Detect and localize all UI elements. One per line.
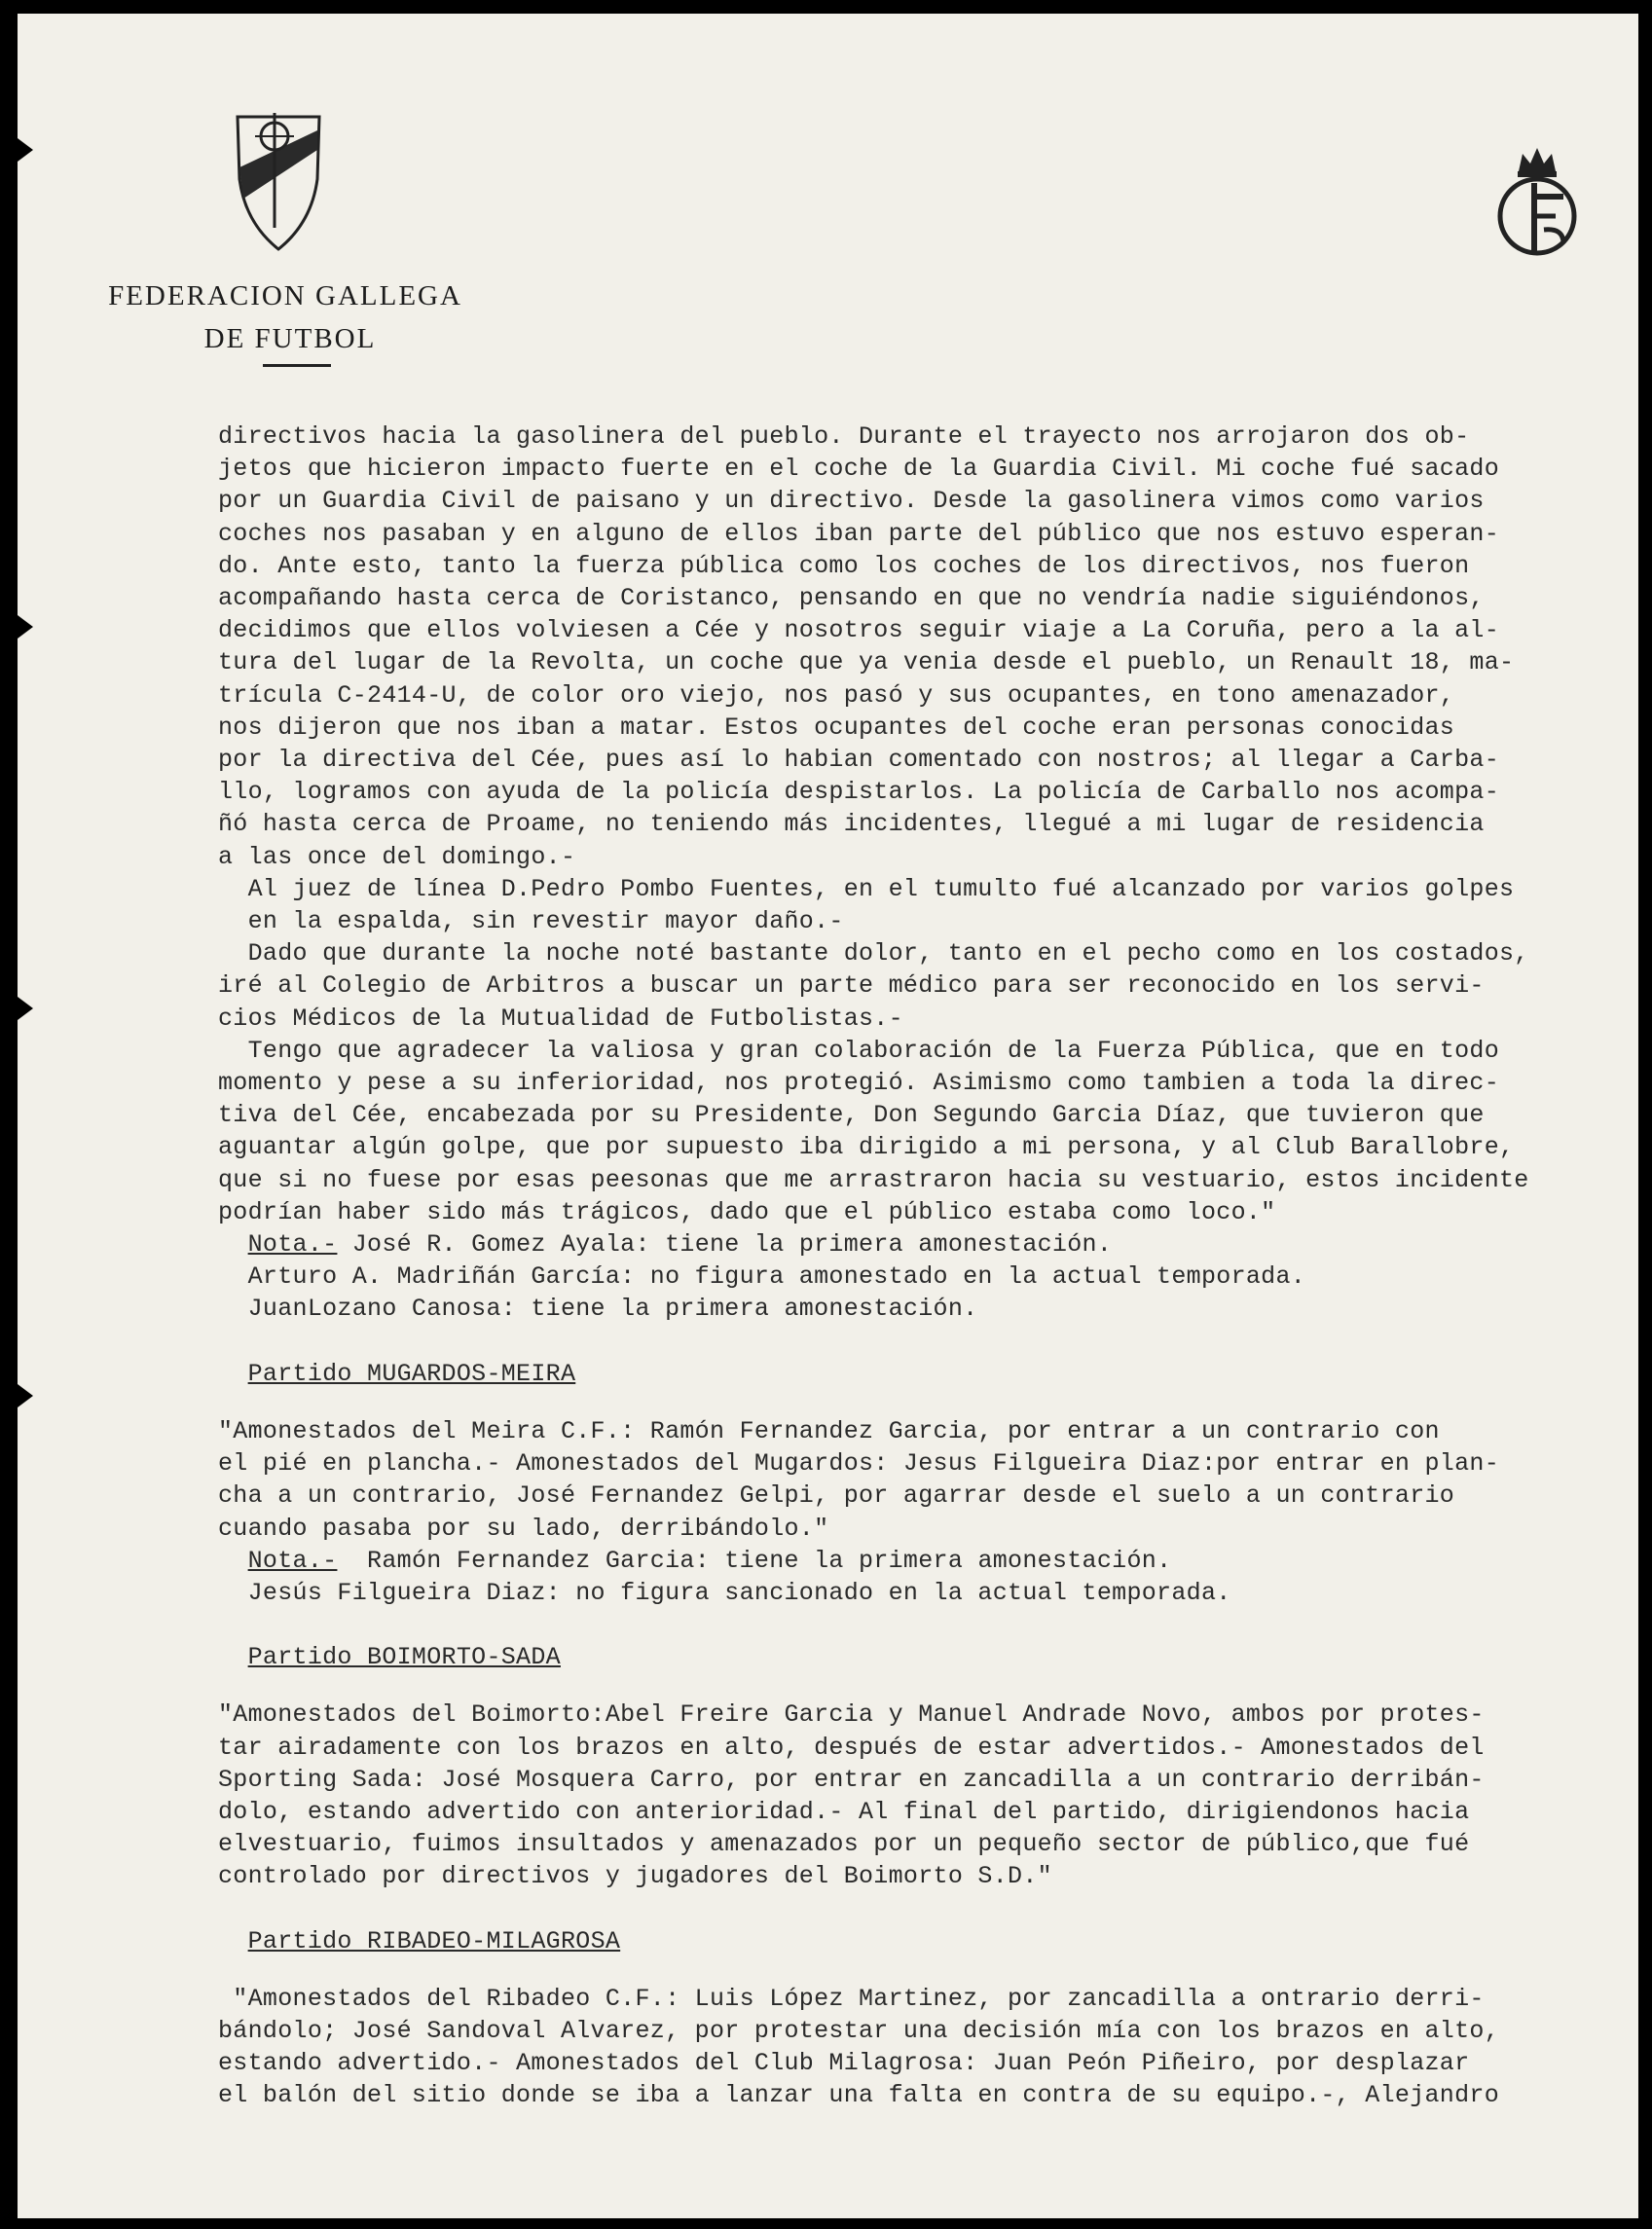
text-line: iré al Colegio de Arbitros a buscar un parte médico para ser reconocido en los servi- xyxy=(218,971,1485,1001)
letterhead-rule xyxy=(263,364,331,367)
text-line: tura del lugar de la Revolta, un coche que ya venia desde el pueblo, un Renault 18, ma- xyxy=(218,648,1515,677)
text-line: estando advertido.- Amonestados del Club Milagrosa: Juan Peón Piñeiro, por desplazar xyxy=(218,2049,1470,2078)
nota-text: José R. Gomez Ayala: tiene la primera amonestación. xyxy=(337,1230,1113,1260)
text-line: JuanLozano Canosa: tiene la primera amonestación. xyxy=(218,1295,978,1324)
text-line: cuando pasaba por su lado, derribándolo." xyxy=(218,1514,829,1543)
text-line: por la directiva del Cée, pues así lo habian comentado con nostros; al llegar a Carba- xyxy=(218,746,1500,775)
text-line: do. Ante esto, tanto la fuerza pública como los coches de los directivos, nos fueron xyxy=(218,551,1470,580)
text-line: nos dijeron que nos iban a matar. Estos ocupantes del coche eran personas conocidas xyxy=(218,713,1455,742)
text-line: "Amonestados del Ribadeo C.F.: Luis López Martinez, por zancadilla a ontrario derri- xyxy=(218,1984,1485,2013)
punch-notch xyxy=(18,138,33,162)
text-line: tar airadamente con los brazos en alto, después de estar advertidos.- Amonestados del xyxy=(218,1733,1485,1762)
text-line: el balón del sitio donde se iba a lanzar una falta en contra de su equipo.-, Alejandro xyxy=(218,2081,1500,2110)
text-line: cha a un contrario, José Fernandez Gelpi, por agarrar desde el suelo a un contrario xyxy=(218,1481,1455,1511)
section-heading: Partido BOIMORTO-SADA xyxy=(247,1643,561,1672)
text-line: ñó hasta cerca de Proame, no teniendo más incidentes, llegué a mi lugar de residencia xyxy=(218,810,1485,839)
punch-notch xyxy=(18,1384,33,1407)
text-line: aguantar algún golpe, que por supuesto iba dirigido a mi persona, y al Club Barallobre, xyxy=(218,1133,1515,1162)
punch-notch xyxy=(18,615,33,639)
paragraph-report xyxy=(218,420,1638,1228)
text-line: decidimos que ellos volviesen a Cée y nosotros seguir viaje a La Coruña, pero a la al- xyxy=(218,616,1500,645)
section-heading: Partido MUGARDOS-MEIRA xyxy=(247,1359,576,1388)
text-line: Sporting Sada: José Mosquera Carro, por entrar en zancadilla a un contrario derribán- xyxy=(218,1765,1485,1794)
text-line: acompañando hasta cerca de Coristanco, pensando en que no vendría nadie siguiéndonos, xyxy=(218,584,1485,613)
org-name-line2: DE FUTBOL xyxy=(203,323,377,354)
nota-label: Nota.- xyxy=(247,1230,338,1260)
text-line: Tengo que agradecer la valiosa y gran colaboración de la Fuerza Pública, que en todo xyxy=(218,1036,1500,1065)
nota-text: Ramón Fernandez Garcia: tiene la primera amonestación. xyxy=(337,1546,1172,1575)
text-line: por un Guardia Civil de paisano y un directivo. Desde la gasolinera vimos como varios xyxy=(218,487,1485,516)
text-line: elvestuario, fuimos insultados y amenazados por un pequeño sector de público,que fué xyxy=(218,1830,1470,1859)
royal-spanish-football-federation-crest-icon xyxy=(1493,142,1581,257)
text-line: el pié en plancha.- Amonestados del Mugardos: Jesus Filgueira Diaz:por entrar en plan- xyxy=(218,1449,1500,1479)
document-page xyxy=(18,14,1638,2218)
text-line: podrían haber sido más trágicos, dado que el público estaba como loco." xyxy=(218,1197,1276,1226)
text-line: "Amonestados del Boimorto:Abel Freire Garcia y Manuel Andrade Novo, ambos por protes- xyxy=(218,1700,1485,1730)
text-line: Arturo A. Madriñán García: no figura amonestado en la actual temporada. xyxy=(218,1262,1306,1292)
text-line: coches nos pasaban y en alguno de ellos iban parte del público que nos estuvo esperan- xyxy=(218,519,1500,548)
punch-notch xyxy=(18,997,33,1020)
text-line: Dado que durante la noche noté bastante dolor, tanto en el pecho como en los costados, xyxy=(218,939,1529,968)
section-heading: Partido RIBADEO-MILAGROSA xyxy=(247,1926,621,1955)
org-name-line1: FEDERACION GALLEGA xyxy=(108,280,462,311)
letterhead xyxy=(76,274,495,360)
text-line: jetos que hicieron impacto fuerte en el coche de la Guardia Civil. Mi coche fué sacado xyxy=(218,455,1500,484)
text-line: momento y pese a su inferioridad, nos protegió. Asimismo como tambien a toda la direc- xyxy=(218,1069,1500,1098)
text-line: tiva del Cée, encabezada por su Presidente, Don Segundo Garcia Díaz, que tuvieron que xyxy=(218,1101,1485,1130)
text-line: en la espalda, sin revestir mayor daño.- xyxy=(218,907,844,936)
text-line: bándolo; José Sandoval Alvarez, por protestar una decisión mía con los brazos en alto, xyxy=(218,2016,1500,2045)
text-line xyxy=(218,1228,1638,1261)
document-body xyxy=(218,420,1638,2112)
nota-block xyxy=(218,1228,1638,1326)
text-line: cios Médicos de la Mutualidad de Futbolistas.- xyxy=(218,1004,903,1033)
text-line: Jesús Filgueira Diaz: no figura sancionado en la actual temporada. xyxy=(218,1578,1231,1607)
text-line: "Amonestados del Meira C.F.: Ramón Fernandez Garcia, por entrar a un contrario con xyxy=(218,1416,1440,1445)
nota-label: Nota.- xyxy=(247,1546,338,1575)
galician-football-federation-shield-icon xyxy=(234,111,323,253)
text-line: que si no fuese por esas peesonas que me arrastraron hacia su vestuario, estos incidente xyxy=(218,1165,1529,1194)
text-line: Al juez de línea D.Pedro Pombo Fuentes, en el tumulto fué alcanzado por varios golpes xyxy=(218,874,1515,903)
text-line: dolo, estando advertido con anterioridad.- Al final del partido, dirigiendonos hacia xyxy=(218,1797,1470,1826)
text-line xyxy=(218,1545,1638,1577)
text-line: directivos hacia la gasolinera del pueblo. Durante el trayecto nos arrojaron dos ob- xyxy=(218,422,1470,451)
text-line: trícula C-2414-U, de color oro viejo, nos pasó y sus ocupantes, en tono amenazador, xyxy=(218,680,1455,710)
text-line: a las once del domingo.- xyxy=(218,842,576,871)
text-line: llo, logramos con ayuda de la policía despistarlos. La policía de Carballo nos acompa- xyxy=(218,778,1500,807)
text-line: controlado por directivos y jugadores del Boimorto S.D." xyxy=(218,1862,1052,1891)
